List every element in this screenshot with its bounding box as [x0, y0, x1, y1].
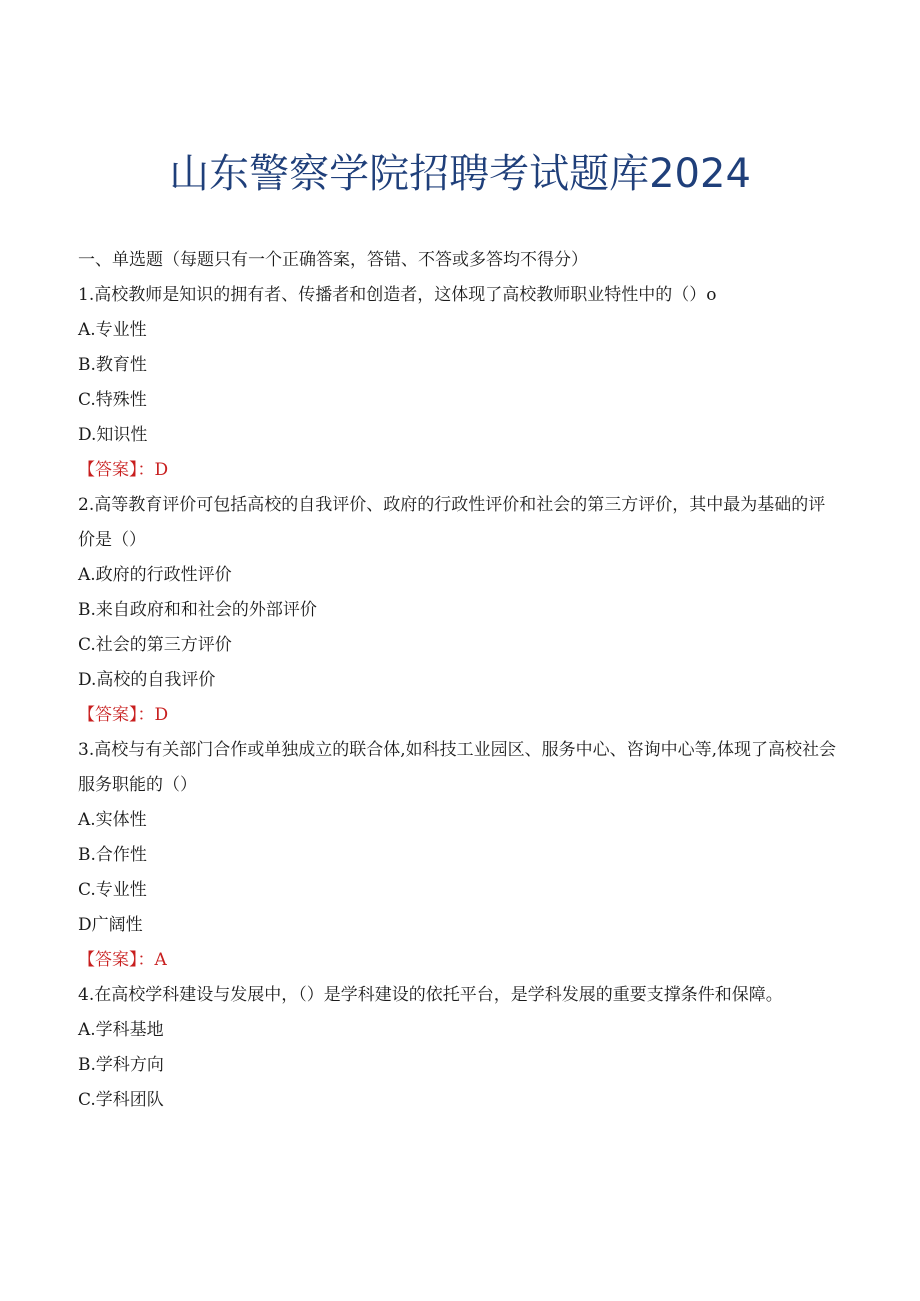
answer-label: 【答案】： [78, 460, 155, 480]
option: A.专业性 [78, 320, 147, 340]
answer-line [78, 453, 838, 488]
question-list [78, 243, 838, 1118]
answer-value: D [154, 705, 169, 725]
option: C.社会的第三方评价 [78, 635, 232, 655]
answer-value: D [154, 460, 169, 480]
answer-line [78, 698, 838, 733]
answer-label: 【答案】： [78, 705, 155, 725]
option: B.学科方向 [78, 1055, 164, 1075]
answer-label: 【答案】： [78, 950, 155, 970]
question [78, 978, 838, 1118]
question-stem: 2.高等教育评价可包括高校的自我评价、政府的行政性评价和社会的第三方评价，其中最为基础的评价是（） [78, 495, 826, 550]
question [78, 733, 838, 978]
question-stem: 1.高校教师是知识的拥有者、传播者和创造者，这体现了高校教师职业特性中的（）o [78, 285, 717, 305]
option: D.高校的自我评价 [78, 670, 216, 690]
option: A.实体性 [78, 810, 147, 830]
option: C.学科团队 [78, 1090, 164, 1110]
option: B.教育性 [78, 355, 147, 375]
option: C.专业性 [78, 880, 147, 900]
page-title: 山东警察学院招聘考试题库2024 [169, 151, 751, 197]
question [78, 278, 838, 488]
option: C.特殊性 [78, 390, 147, 410]
question [78, 488, 838, 733]
option: A.学科基地 [78, 1020, 164, 1040]
question-stem: 4.在高校学科建设与发展中，（）是学科建设的依托平台，是学科发展的重要支撑条件和保障。 [78, 985, 783, 1005]
option: B.来自政府和和社会的外部评价 [78, 600, 317, 620]
answer-line [78, 943, 838, 978]
option: D广阔性 [78, 915, 143, 935]
option: A.政府的行政性评价 [78, 565, 232, 585]
option: B.合作性 [78, 845, 147, 865]
answer-value: A [154, 950, 167, 970]
section-heading: 一、单选题（每题只有一个正确答案，答错、不答或多答均不得分） [78, 250, 588, 270]
question-stem: 3.高校与有关部门合作或单独成立的联合体,如科技工业园区、服务中心、咨询中心等,体现了高校社会服务职能的（） [78, 740, 837, 795]
option: D.知识性 [78, 425, 148, 445]
